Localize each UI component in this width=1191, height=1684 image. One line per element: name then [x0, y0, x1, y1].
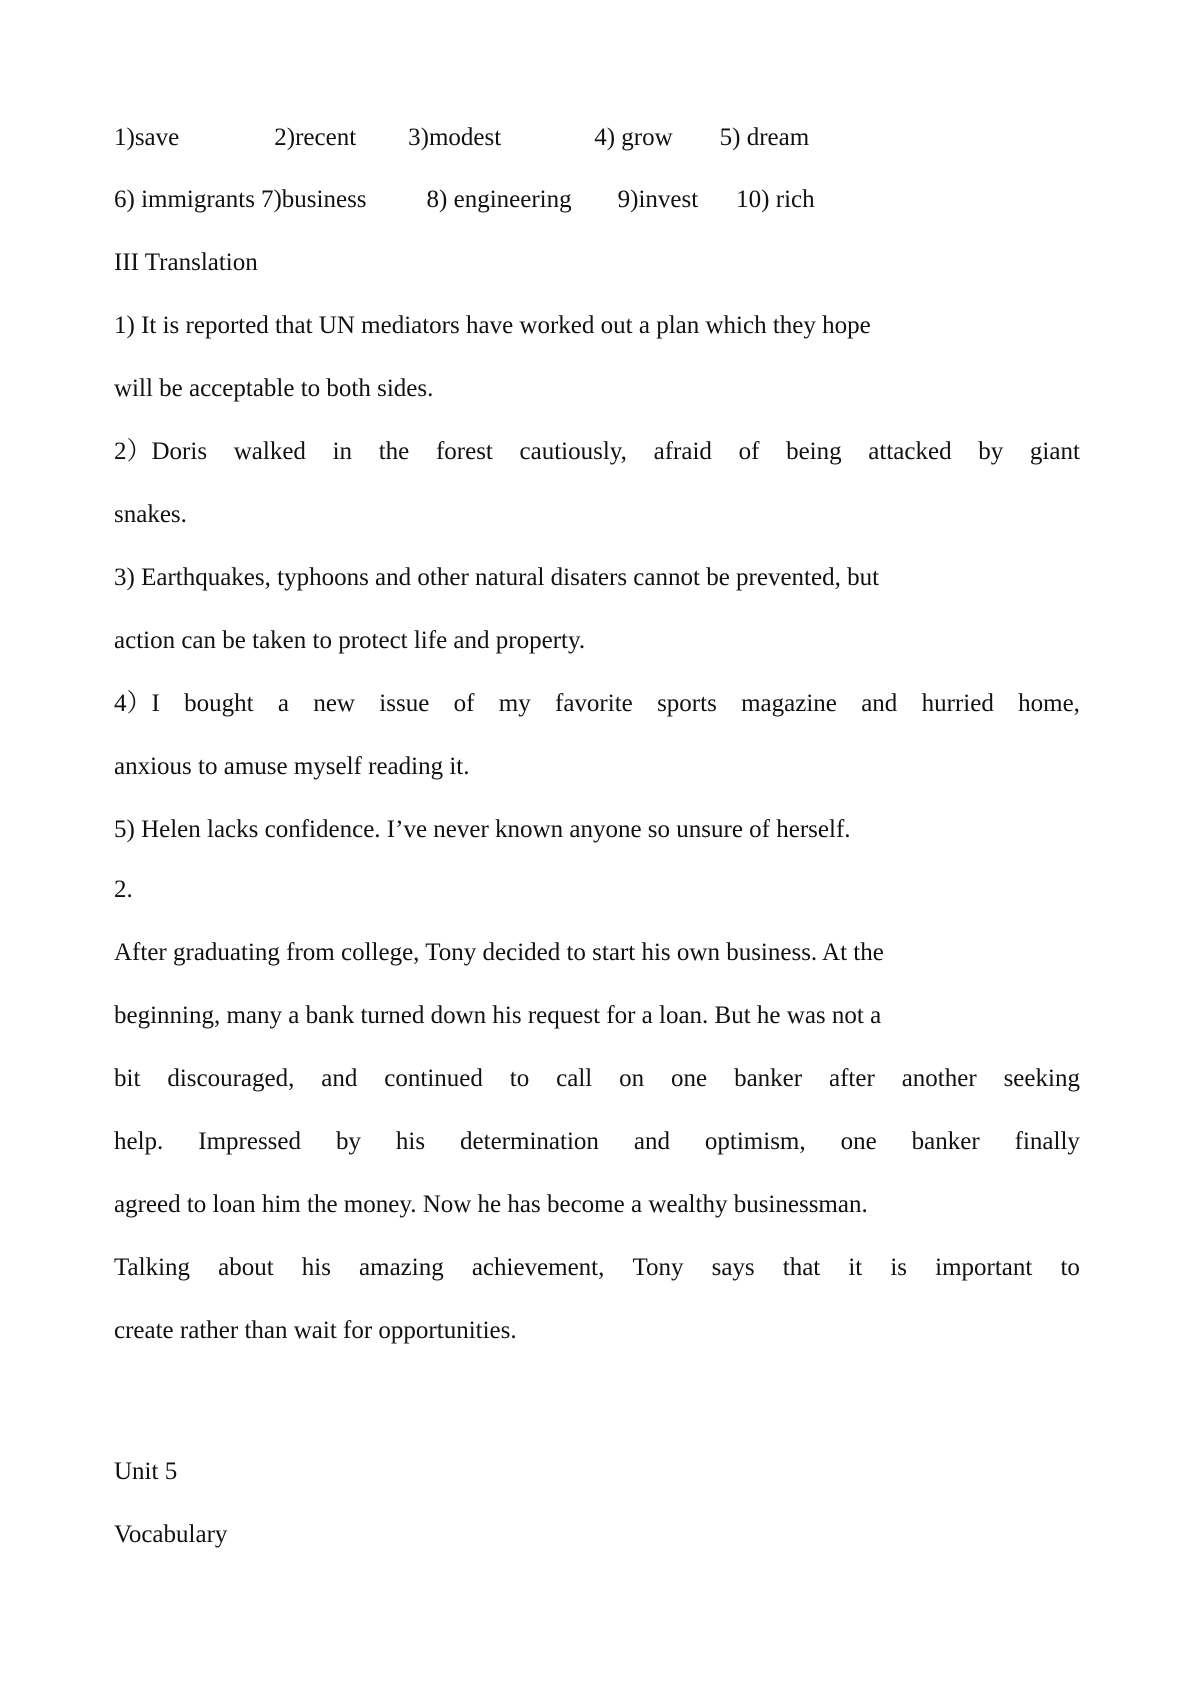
answer-item: 9)invest — [617, 186, 699, 213]
answer-item: 7)business — [260, 186, 367, 213]
word: banker — [734, 1065, 803, 1092]
text-line — [114, 1059, 1080, 1099]
answer-item: 1)save — [114, 124, 180, 151]
answer-item: 8) engineering — [426, 186, 572, 213]
word: about — [218, 1254, 274, 1281]
text-line — [114, 369, 433, 409]
word: is — [890, 1254, 908, 1281]
word: says — [711, 1254, 755, 1281]
word: of — [453, 690, 475, 717]
word: his — [301, 1254, 331, 1281]
word: favorite — [555, 690, 633, 717]
word: it — [848, 1254, 863, 1281]
line-text: action can be taken to protect life and property. — [114, 627, 586, 654]
word: forest — [435, 438, 493, 465]
line-text: anxious to amuse myself reading it. — [114, 753, 470, 780]
line-text: snakes. — [114, 501, 187, 528]
word: that — [782, 1254, 821, 1281]
word: amazing — [359, 1254, 444, 1281]
line-text: 5) Helen lacks confidence. I’ve never known anyone so unsure of herself. — [114, 816, 851, 843]
unit-heading: Unit 5 — [114, 1458, 178, 1485]
text-line — [114, 495, 187, 535]
text-line — [114, 1122, 1080, 1162]
word: achievement, — [471, 1254, 605, 1281]
word: by — [978, 438, 1004, 465]
answer-item: 4) grow — [594, 124, 673, 151]
word: hurried — [921, 690, 994, 717]
text-line — [114, 996, 881, 1036]
text-line — [114, 747, 469, 787]
word: in — [332, 438, 353, 465]
answer-item: 10) rich — [736, 186, 815, 213]
line-text: 3) Earthquakes, typhoons and other natural disaters cannot be prevented, but — [114, 564, 880, 591]
word: issue — [379, 690, 430, 717]
answer-item: 5) dream — [719, 124, 810, 151]
word: and — [861, 690, 898, 717]
word: of — [738, 438, 760, 465]
word: after — [829, 1065, 875, 1092]
word: one — [840, 1128, 877, 1155]
word: bought — [184, 690, 254, 717]
word: help. — [114, 1128, 164, 1155]
word: his — [395, 1128, 426, 1155]
line-text: 1) It is reported that UN mediators have worked out a plan which they hope — [114, 312, 871, 339]
text-line — [114, 933, 884, 973]
word: on — [619, 1065, 645, 1092]
word: one — [671, 1065, 708, 1092]
text-line — [114, 306, 871, 346]
vocabulary-heading: Vocabulary — [114, 1521, 228, 1548]
section-heading: III Translation — [114, 249, 258, 276]
word: Talking — [114, 1254, 191, 1281]
word: Tony — [632, 1254, 684, 1281]
word: new — [313, 690, 355, 717]
part-2-label: 2. — [114, 876, 133, 903]
text-line — [114, 1248, 1080, 1288]
word: optimism, — [704, 1128, 806, 1155]
word: banker — [911, 1128, 980, 1155]
line-text: will be acceptable to both sides. — [114, 375, 434, 402]
word: bit — [114, 1065, 141, 1092]
word: to — [1060, 1254, 1080, 1281]
word: walked — [233, 438, 306, 465]
word: cautiously, — [519, 438, 627, 465]
word: afraid — [653, 438, 712, 465]
word: a — [277, 690, 290, 717]
text-line — [114, 810, 851, 850]
word: 2）Doris — [114, 438, 208, 465]
word: sports — [657, 690, 717, 717]
answer-row-1 — [114, 118, 809, 158]
word: my — [498, 690, 531, 717]
line-text: After graduating from college, Tony decided to start his own business. At the — [114, 939, 884, 966]
word: finally — [1014, 1128, 1080, 1155]
word: being — [786, 438, 842, 465]
answer-item: 3)modest — [408, 124, 502, 151]
word: Impressed — [198, 1128, 301, 1155]
word: another — [901, 1065, 977, 1092]
answer-row-2 — [114, 180, 815, 220]
word: and — [321, 1065, 358, 1092]
answer-item: 2)recent — [274, 124, 357, 151]
word: and — [633, 1128, 670, 1155]
text-line — [114, 621, 585, 661]
line-text: create rather than wait for opportunities. — [114, 1317, 517, 1344]
word: 4）I — [114, 690, 160, 717]
text-line — [114, 432, 1080, 472]
word: discouraged, — [167, 1065, 295, 1092]
word: attacked — [868, 438, 952, 465]
word: by — [335, 1128, 361, 1155]
word: the — [378, 438, 410, 465]
word: to — [509, 1065, 530, 1092]
text-line — [114, 684, 1080, 724]
word: determination — [460, 1128, 599, 1155]
word: continued — [384, 1065, 483, 1092]
word: giant — [1029, 438, 1080, 465]
text-line — [114, 558, 879, 598]
text-line — [114, 1185, 868, 1225]
word: magazine — [741, 690, 837, 717]
text-line — [114, 1311, 517, 1351]
word: seeking — [1003, 1065, 1080, 1092]
line-text: beginning, many a bank turned down his request for a loan. But he was not a — [114, 1002, 882, 1029]
word: call — [556, 1065, 593, 1092]
word: important — [935, 1254, 1033, 1281]
word: home, — [1018, 690, 1080, 717]
line-text: agreed to loan him the money. Now he has become a wealthy businessman. — [114, 1191, 868, 1218]
answer-item: 6) immigrants — [114, 186, 255, 213]
